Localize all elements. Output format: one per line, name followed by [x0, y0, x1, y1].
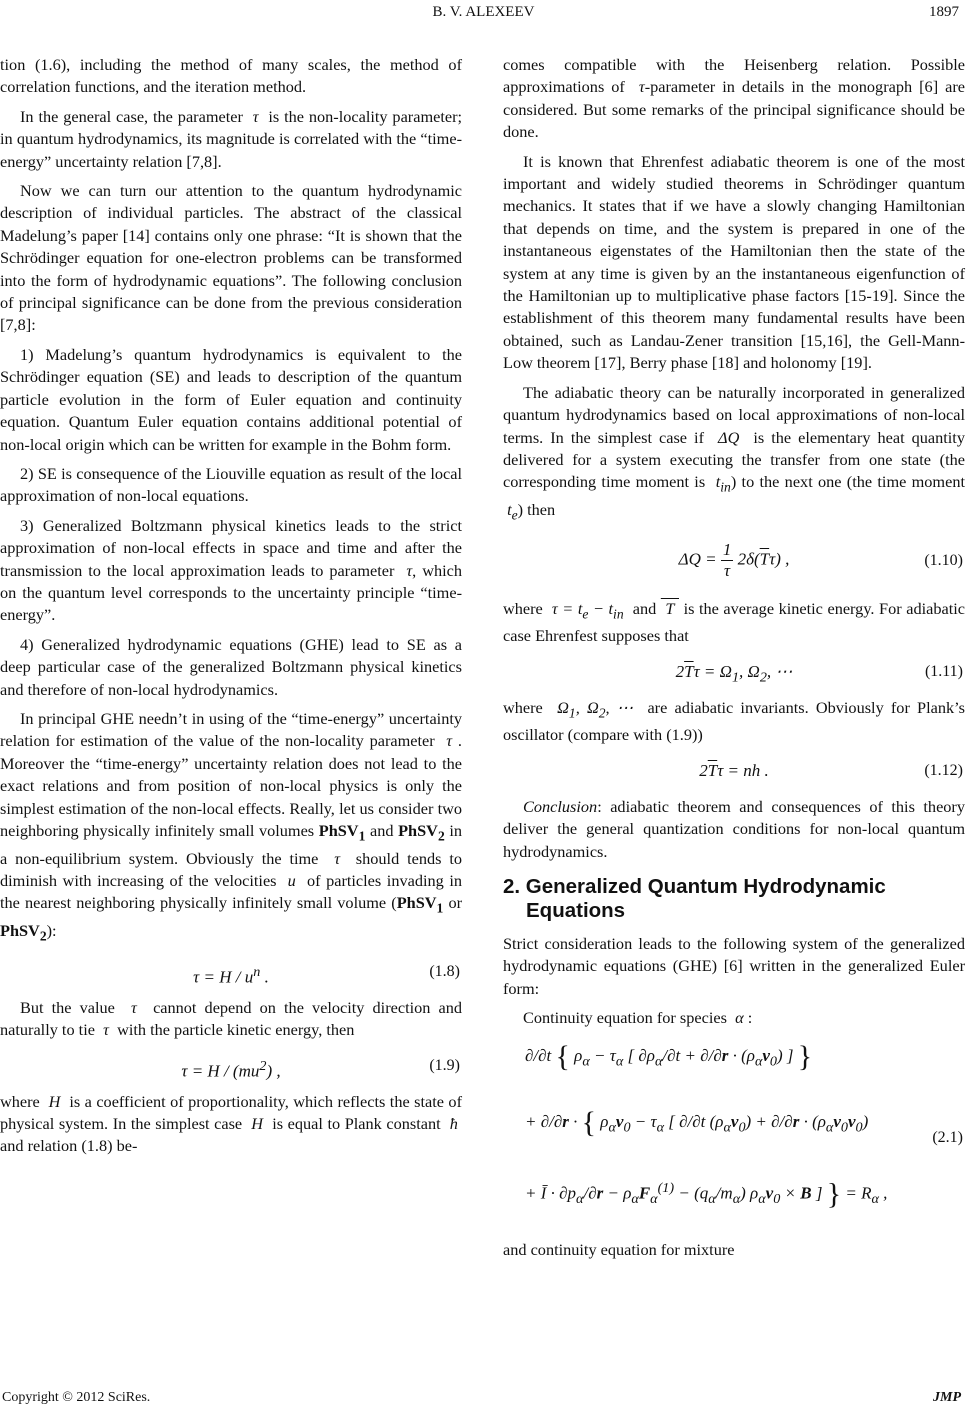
paragraph: But the value τ cannot depend on the velocity direction and naturally to tie τ with the particle kinetic energy, then [0, 997, 463, 1040]
equation-number: (1.8) [429, 962, 460, 980]
equation-1-10 [503, 534, 965, 590]
equation-1-12 [503, 754, 965, 788]
paragraph: 1) Madelung’s quantum hydrodynamics is equivalent to the Schrödinger equation (SE) and leads to description of the quantum particle evolution in the form of Euler equation and continuity equation. Quantum Euler equation contains additional potential of non-local origin which can be written for example in the Bohm form. [0, 344, 462, 454]
paragraph: where $\Omega_1$, $\Omega_2$, ⋯ are adiabatic invariants. Obviously for Plank’s oscillator (compare with (1.9)) [503, 697, 965, 745]
equation-line: + ∂/∂r · { $\rho_\alpha v_0 - \tau_\alpha$ [ ∂/∂t $(\rho_\alpha v_0) + \partial/\partial r \cdot (\rho_\alpha v_0v_0)$ [525, 1105, 869, 1139]
paragraph: Conclusion: adiabatic theorem and consequences of this theory deliver the general quantization conditions for non-local quantum hydrodynamics. [503, 796, 965, 861]
equation-1-8 [0, 955, 462, 989]
equation-expression: $\tau = H / (mu^2)$ , [181, 1057, 281, 1081]
paragraph: Continuity equation for species α : [523, 1008, 753, 1028]
paragraph: Now we can turn our attention to the quantum hydrodynamic description of individual particles. The abstract of the classical Madelung’s paper [14] contains only one phrase: “It is shown that the Schrödinger equation for one-electron problems can be transformed into the form of hydrodynamic equations”. The following conclusion of principal significance can be done from the previous consideration [7,8]: [0, 181, 462, 335]
paragraph: In the general case, the parameter τ is the non-locality parameter; in quantum hydrodynamics, its magnitude is correlated with the “time-energy” uncertainty relation [7,8]. [0, 106, 463, 171]
paragraph: In principal GHE needn’t in using of the “time-energy” uncertainty relation for estimation of the value of the non-locality parameter τ . Moreover the “time-energy” uncertainty relation does not lead to the exact relations and from position of non-local physics is only the simplest estimation of the non-local effects. Really, let us consider two neighboring physically infinitely small volumes PhSV$_1$ and PhSV$_2$ in a non-equilibrium system. Obviously the time τ should tends to diminish with increasing of the velocities u of particles invading in the nearest neighboring physically infinitely small volume (PhSV$_1$ or PhSV$_2$): [0, 708, 463, 944]
page-number: 1897 [929, 4, 959, 20]
equation-expression: $2\overline{T}\tau$ = nh . [699, 760, 769, 780]
paragraph: 4) Generalized hydrodynamic equations (GHE) lead to SE as a deep particular case of the generalized Boltzmann physical kinetics and therefore of non-local hydrodynamics. [0, 634, 462, 699]
copyright-notice: Copyright © 2012 SciRes. [2, 1390, 151, 1405]
paragraph: 2) SE is consequence of the Liouville equation as result of the local approximation of non-local equations. [0, 463, 462, 506]
paragraph: where $\tau = t_e - t_{in}$ and T is the average kinetic energy. For adiabatic case Ehrenfest supposes that [503, 598, 965, 646]
paragraph: The adiabatic theory can be naturally incorporated in generalized quantum hydrodynamics based on local approximations of non-local terms. In the simplest case if ΔQ is the elementary heat quantity delivered for a system executing the transfer from one state (the corresponding time moment is $t_{in}$) to the next one (the time moment $t_e$) then [503, 382, 965, 523]
running-head-author: B. V. ALEXEEV [432, 4, 535, 20]
equation-1-9 [0, 1049, 462, 1083]
equation-expression: $\tau = H / u^n$ . [193, 963, 269, 987]
paragraph: It is known that Ehrenfest adiabatic theorem is one of the most important and widely studied theorems in Schrödinger quantum mechanics. It states that if we have a slowly changing Hamiltonian that depends on time, and the system is prepared in one of the instantaneous eigenstates of the Hamiltonian then the state of the system at any time is given by an the instantaneous eigenfunction of the Hamiltonian up to multiplicative phase factors [15-19]. Since the establishment of this theorem many fundamental results have been obtained, such as Landau-Zener transition [15,16], the Gell-Mann-Low theorem [17], Berry phase [18] and holonomy [19]. [503, 151, 965, 373]
paragraph: 3) Generalized Boltzmann physical kinetics leads to the strict approximation of non-local effects in space and time and after the transmission to the local approximation leads to parameter τ, which on the quantum level corresponds to the uncertainty principle “time-energy”. [0, 515, 462, 625]
equation-expression: ΔQ = $\frac{1}{\tau}$ $2\delta(\overline{T}\tau)$ , [678, 539, 790, 580]
page-header [0, 4, 967, 28]
equation-number: (1.9) [429, 1056, 460, 1074]
left-column [0, 54, 462, 1165]
equation-number: (1.12) [924, 761, 963, 779]
paragraph: tion (1.6), including the method of many scales, the method of correlation functions, and the iteration method. [0, 55, 462, 97]
right-column [503, 54, 965, 1268]
equation-number: (1.11) [924, 662, 963, 680]
equation-2-1 [503, 1037, 965, 1227]
equation-expression: $2\overline{T}\tau = \Omega_1$, $\Omega_2$, ⋯ [675, 661, 793, 686]
equation-1-11 [503, 655, 965, 689]
paragraph: comes compatible with the Heisenberg relation. Possible approximations of τ-parameter in details in the monograph [6] are considered. But some remarks of the principal significance should be done. [503, 55, 965, 142]
page-footer [0, 1386, 967, 1414]
paragraph: Strict consideration leads to the following system of the generalized hydrodynamic equations (GHE) [6] written in the generalized Euler form: [503, 933, 965, 998]
paragraph: where H is a coefficient of proportionality, which reflects the state of physical system. In the simplest case H is equal to Plank constant ħ and relation (1.8) be- [0, 1091, 463, 1156]
equation-line: ∂/∂t { $\rho_\alpha - \tau_\alpha$ [ $\partial\rho_\alpha/\partial t + \partial/\partial r \cdot (\rho_\alpha v_0)$ ] } [525, 1039, 813, 1073]
paragraph: and continuity equation for mixture [503, 1239, 735, 1259]
equation-line: + Ī · $\partial p_\alpha/\partial r - \rho_\alpha F_\alpha^{(1)} - (q_\alpha/m_\alpha) \rho_\alpha v_0 \times B$ ] } = $R_\alpha$ , [525, 1177, 888, 1211]
journal-abbrev: JMP [933, 1390, 961, 1405]
equation-number: (1.10) [924, 551, 963, 569]
section-heading: 2. Generalized Quantum Hydrodynamic Equations [503, 874, 886, 922]
equation-number: (2.1) [932, 1128, 963, 1146]
